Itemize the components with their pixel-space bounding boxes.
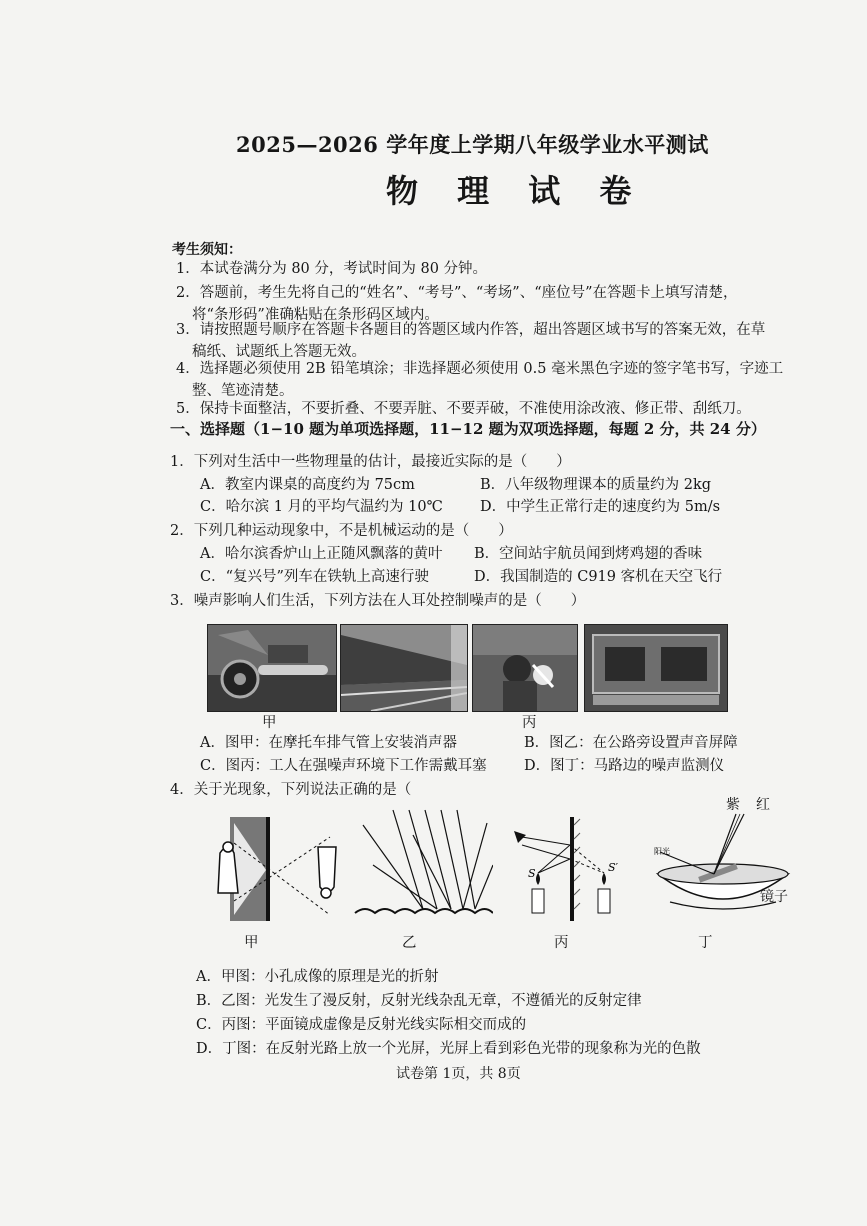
q4-option-b: B．乙图：光发生了漫反射，反射光线杂乱无章，不遵循光的反射定律: [196, 993, 642, 1009]
q4-fig-label-ding: 丁: [698, 935, 713, 951]
q3-photo-noise-monitor: [584, 624, 728, 712]
q3-photo-sound-barrier: [340, 624, 468, 712]
q4-fig-label-jia: 甲: [244, 935, 259, 951]
q4-figure-pinhole: [210, 815, 355, 925]
q4-fig-label-yi: 乙: [402, 935, 417, 951]
q1-option-a: A．教室内课桌的高度约为 75cm: [200, 477, 415, 493]
q4-stem: 4．关于光现象，下列说法正确的是（: [170, 782, 412, 798]
q4-label-mirror: 镜子: [760, 889, 788, 905]
q4-label-violet: 紫: [726, 797, 740, 813]
section-heading: 一、选择题（1−10 题为单项选择题，11−12 题为双项选择题，每题 2 分，共 24 分）: [170, 420, 766, 438]
q4-fig-label-bing: 丙: [554, 935, 569, 951]
q3-label-bing: 丙: [522, 715, 537, 731]
q3-photo-worker-earplugs: [472, 624, 578, 712]
q2-option-d: D．我国制造的 C919 客机在天空飞行: [474, 569, 723, 585]
q3-option-b: B．图乙：在公路旁设置声音屏障: [524, 735, 738, 751]
q3-label-jia: 甲: [262, 715, 277, 731]
q4-label-red: 红: [756, 797, 770, 813]
page-footer: 试卷第 1页，共 8页: [396, 1066, 521, 1082]
notice-item-3: 3．请按照题号顺序在答题卡各题目的答题区域内作答，超出答题区域书写的答案无效，在草: [176, 322, 766, 338]
notice-item-3-cont: 稿纸、试题纸上答题无效。: [192, 344, 366, 360]
q1-option-c: C．哈尔滨 1 月的平均气温约为 10℃: [200, 499, 443, 515]
q4-option-a: A．甲图：小孔成像的原理是光的折射: [196, 969, 439, 985]
notice-item-4: 4．选择题必须使用 2B 铅笔填涂；非选择题必须使用 0.5 毫米黑色字迹的签字笔书写，字迹工: [176, 361, 784, 377]
notice-item-1: 1．本试卷满分为 80 分，考试时间为 80 分钟。: [176, 261, 488, 277]
q2-option-a: A．哈尔滨香炉山上正随风飘落的黄叶: [200, 546, 443, 562]
notice-item-4-cont: 整、笔迹清楚。: [192, 383, 294, 399]
q3-option-a: A．图甲：在摩托车排气管上安装消声器: [200, 735, 457, 751]
notice-heading: 考生须知：: [172, 242, 242, 258]
q1-option-d: D．中学生正常行走的速度约为 5m/s: [480, 499, 721, 515]
q3-option-c: C．图丙：工人在强噪声环境下工作需戴耳塞: [200, 758, 487, 774]
notice-item-5: 5．保持卡面整洁，不要折叠、不要弄脏、不要弄破，不准使用涂改液、修正带、刮纸刀。: [176, 401, 751, 417]
q2-option-b: B．空间站宇航员闻到烤鸡翅的香味: [474, 546, 703, 562]
q3-option-d: D．图丁：马路边的噪声监测仪: [524, 758, 725, 774]
q4-option-c: C．丙图：平面镜成虚像是反射光线实际相交而成的: [196, 1017, 527, 1033]
q4-label-sunlight: 阳光: [654, 847, 670, 856]
q3-stem: 3．噪声影响人们生活，下列方法在人耳处控制噪声的是（ ）: [170, 593, 586, 609]
q4-label-s: S: [528, 867, 536, 880]
notice-item-2-cont: 将“条形码”准确粘贴在条形码区域内。: [192, 307, 439, 323]
q4-figure-diffuse-reflection: [353, 805, 493, 923]
q4-figure-plane-mirror: [510, 815, 630, 925]
notice-item-2: 2．答题前，考生先将自己的“姓名”、“考号”、“考场”、“座位号”在答题卡上填写清楚，: [176, 285, 738, 301]
exam-title: 2025—2026 学年度上学期八年级学业水平测试: [236, 132, 709, 157]
exam-subject: 物 理 试 卷: [386, 172, 646, 210]
q2-stem: 2．下列几种运动现象中，不是机械运动的是（ ）: [170, 523, 513, 539]
q3-photo-motorcycle: [207, 624, 337, 712]
q2-option-c: C．“复兴号”列车在铁轨上高速行驶: [200, 569, 429, 585]
q4-label-s-prime: S′: [608, 861, 619, 874]
q1-option-b: B．八年级物理课本的质量约为 2kg: [480, 477, 712, 493]
q4-option-d: D．丁图：在反射光路上放一个光屏，光屏上看到彩色光带的现象称为光的色散: [196, 1041, 701, 1057]
q1-stem: 1．下列对生活中一些物理量的估计，最接近实际的是（ ）: [170, 454, 571, 470]
